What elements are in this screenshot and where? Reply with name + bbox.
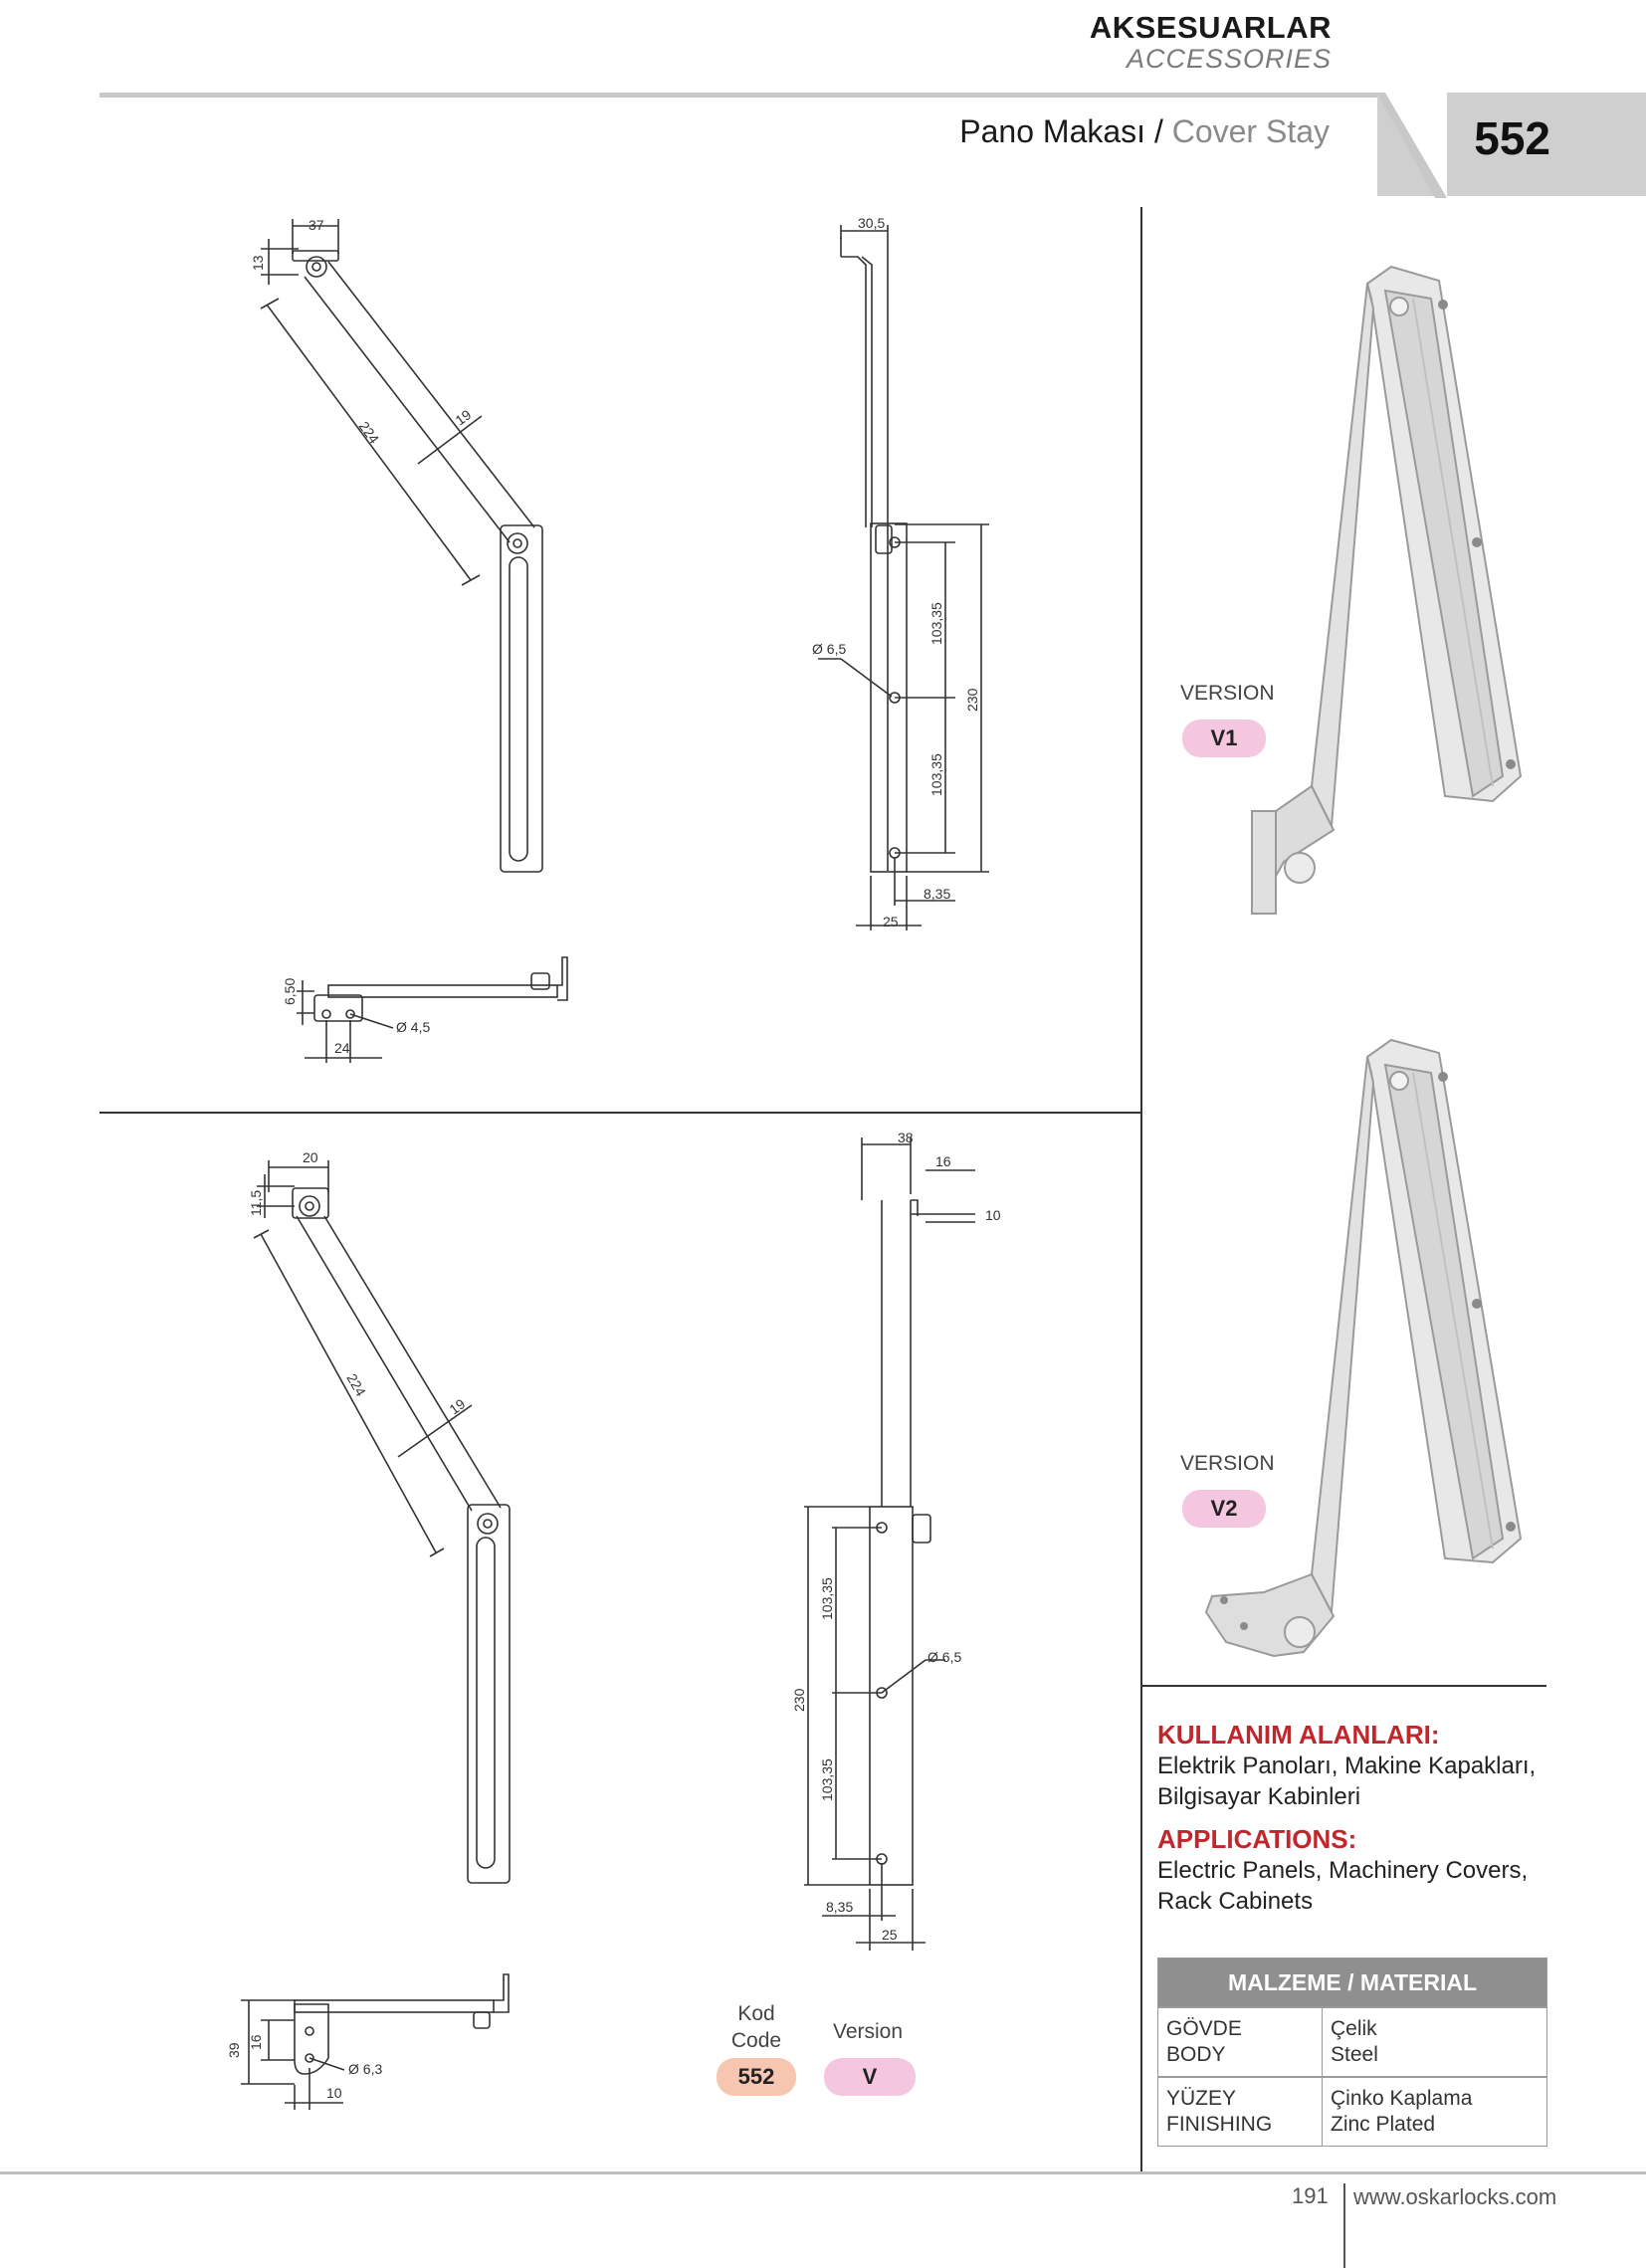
v2-product-render bbox=[1206, 1040, 1521, 1656]
v1-side-dim-224: 224 bbox=[355, 418, 383, 447]
material-key bbox=[1158, 2078, 1323, 2146]
v1-front-dim-d6-5: Ø 6,5 bbox=[812, 641, 847, 657]
applications-block bbox=[1157, 1720, 1536, 1917]
v1-front-dim-8-35: 8,35 bbox=[924, 886, 951, 902]
applications-text-tr-1: Elektrik Panoları, Makine Kapakları, bbox=[1157, 1753, 1537, 1779]
v2-side-dim-11-5: 11,5 bbox=[248, 1189, 264, 1216]
v1-side-dim-19: 19 bbox=[452, 406, 475, 429]
kod-label bbox=[717, 2000, 796, 2054]
kod-value-badge: 552 bbox=[717, 2058, 796, 2096]
v1-front-dim-103b: 103,35 bbox=[928, 753, 944, 796]
v2-front-dim-38: 38 bbox=[898, 1130, 914, 1145]
category-tr: AKSESUARLAR bbox=[1089, 10, 1332, 45]
product-title-sep: / bbox=[1145, 113, 1172, 149]
material-table-title: MALZEME / MATERIAL bbox=[1158, 1959, 1546, 2006]
v2-side-dim-20: 20 bbox=[303, 1149, 318, 1165]
category-en: ACCESSORIES bbox=[1126, 44, 1332, 74]
footer-divider bbox=[0, 2171, 1646, 2174]
material-row bbox=[1158, 2076, 1546, 2146]
material-key-tr: YÜZEY bbox=[1166, 2087, 1237, 2110]
v2-top-dim-10: 10 bbox=[326, 2085, 342, 2101]
v1-front-dim-25: 25 bbox=[883, 914, 899, 929]
footer-separator bbox=[1343, 2183, 1345, 2268]
v1-side-dim-37: 37 bbox=[309, 217, 324, 233]
v2-front-dim-103a: 103,35 bbox=[819, 1577, 835, 1620]
material-key-en: FINISHING bbox=[1166, 2113, 1273, 2136]
material-key bbox=[1158, 2008, 1323, 2076]
kod-label-en: Code bbox=[730, 2029, 782, 2052]
v2-front-dim-25: 25 bbox=[882, 1927, 898, 1943]
v2-front-dim-8-35: 8,35 bbox=[826, 1899, 854, 1915]
material-value-tr: Çinko Kaplama bbox=[1331, 2087, 1473, 2110]
applications-text-tr-2: Bilgisayar Kabinleri bbox=[1157, 1783, 1361, 1810]
v1-front-dim-103a: 103,35 bbox=[928, 602, 944, 645]
v2-side-drawing bbox=[254, 1160, 510, 1883]
v2-top-dim-39: 39 bbox=[226, 2042, 242, 2058]
v2-top-dim-d6-3: Ø 6,3 bbox=[348, 2061, 383, 2077]
website-link[interactable]: www.oskarlocks.com bbox=[1353, 2184, 1557, 2209]
v2-front-dim-d6-5: Ø 6,5 bbox=[927, 1649, 962, 1665]
version-label-2: VERSION bbox=[1180, 1452, 1275, 1475]
v2-front-dim-10: 10 bbox=[985, 1207, 1001, 1223]
v2-front-dim-230: 230 bbox=[791, 1688, 807, 1712]
product-code: 552 bbox=[1474, 112, 1550, 164]
kod-label-tr: Kod bbox=[737, 2002, 775, 2025]
applications-text-en-2: Rack Cabinets bbox=[1157, 1888, 1314, 1915]
v1-product-render bbox=[1252, 267, 1521, 914]
version-order-label: Version bbox=[832, 2020, 904, 2043]
material-value-tr: Çelik bbox=[1331, 2017, 1377, 2040]
v2-top-dim-16: 16 bbox=[248, 2034, 264, 2050]
v2-front-dim-103b: 103,35 bbox=[819, 1758, 835, 1801]
v1-front-dim-30-5: 30,5 bbox=[858, 215, 886, 231]
applications-text-en-1: Electric Panels, Machinery Covers, bbox=[1157, 1857, 1529, 1884]
v2-side-dim-19: 19 bbox=[446, 1395, 469, 1418]
material-key-en: BODY bbox=[1166, 2043, 1226, 2066]
product-title-tr: Pano Makası bbox=[959, 113, 1146, 149]
v1-top-dim-6-50: 6,50 bbox=[282, 977, 298, 1005]
material-value-en: Zinc Plated bbox=[1331, 2113, 1436, 2136]
v1-side-drawing bbox=[261, 219, 542, 872]
page-number: 191 bbox=[1292, 2183, 1329, 2208]
material-key-tr: GÖVDE bbox=[1166, 2017, 1242, 2040]
applications-heading-tr: KULLANIM ALANLARI: bbox=[1157, 1720, 1440, 1750]
material-table bbox=[1157, 1958, 1547, 2147]
v2-top-drawing bbox=[241, 1974, 509, 2110]
applications-heading-en: APPLICATIONS: bbox=[1157, 1824, 1357, 1854]
product-title-en: Cover Stay bbox=[1171, 113, 1330, 149]
v1-side-dim-13: 13 bbox=[250, 255, 266, 271]
version-badge-v1: V1 bbox=[1182, 720, 1266, 757]
material-value-en: Steel bbox=[1331, 2043, 1378, 2066]
v2-side-dim-224: 224 bbox=[343, 1370, 369, 1399]
version-label-1: VERSION bbox=[1180, 682, 1275, 705]
v1-front-dim-230: 230 bbox=[964, 688, 980, 712]
v2-front-dim-16: 16 bbox=[935, 1153, 951, 1169]
material-value bbox=[1323, 2008, 1546, 2076]
material-value bbox=[1323, 2078, 1546, 2146]
v1-top-dim-d4-5: Ø 4,5 bbox=[396, 1019, 431, 1035]
v2-front-drawing bbox=[804, 1137, 975, 1951]
material-row bbox=[1158, 2006, 1546, 2076]
v1-front-drawing bbox=[818, 225, 989, 930]
version-order-badge: V bbox=[824, 2058, 916, 2096]
v1-top-dim-24: 24 bbox=[334, 1040, 350, 1056]
version-badge-v2: V2 bbox=[1182, 1490, 1266, 1528]
